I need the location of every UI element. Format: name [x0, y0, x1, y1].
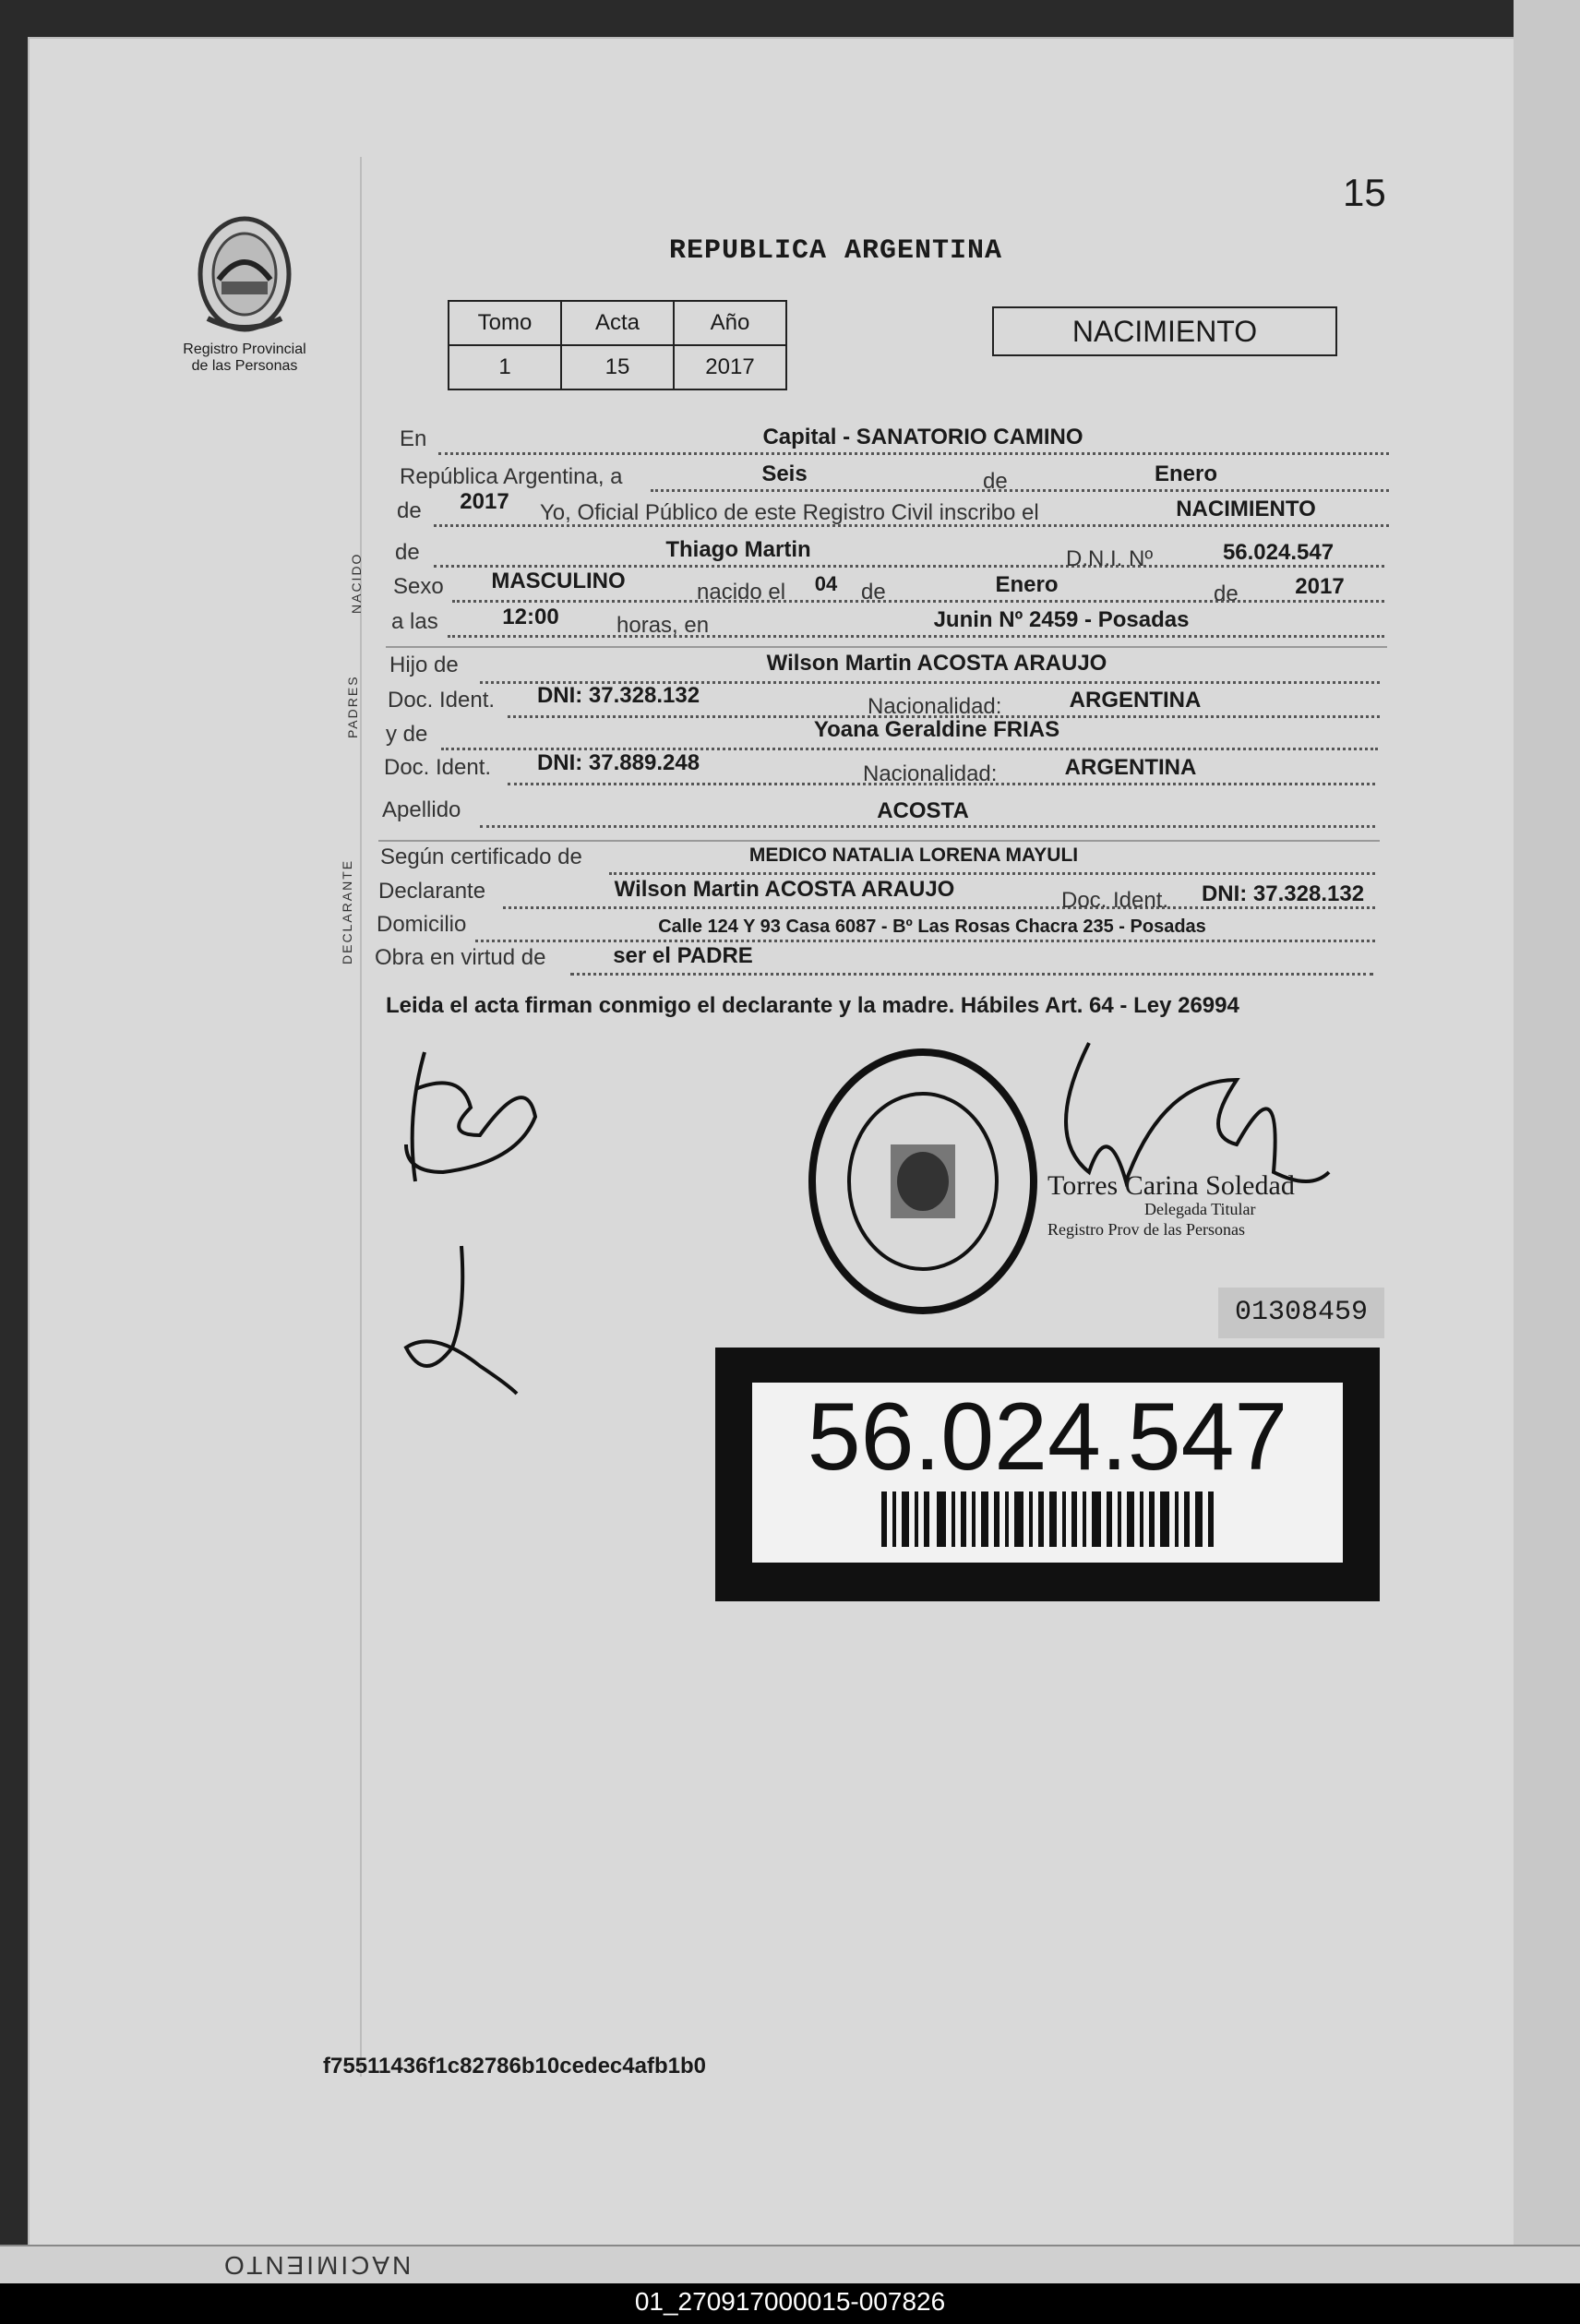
lugar-inscripcion-value: Capital - SANATORIO CAMINO: [762, 425, 1083, 449]
nacido-label: nacido el: [697, 580, 786, 605]
side-label-padres: PADRES: [345, 675, 360, 738]
barcode-label: [752, 1383, 1343, 1563]
de2-label: de: [397, 498, 422, 523]
section-divider: [378, 840, 1380, 842]
hora-value: 12:00: [502, 605, 559, 629]
record-value-tomo: 1: [449, 345, 561, 389]
registry-label-line-2: de las Personas: [191, 358, 298, 374]
barcode-sticker: [715, 1348, 1380, 1601]
dni-label: D.N.I. Nº: [1066, 546, 1154, 571]
dotted-line: [452, 600, 1384, 603]
obra-value: ser el PADRE: [613, 943, 753, 968]
mother-signature: [397, 1237, 545, 1403]
record-header-tomo: Tomo: [449, 301, 561, 345]
record-type-box: NACIMIENTO: [992, 306, 1337, 356]
doc2-label: Doc. Ident.: [384, 755, 492, 780]
dia-value: Seis: [761, 461, 808, 486]
page-edge: [1514, 0, 1580, 2280]
dotted-line: [475, 940, 1375, 942]
padre-value: Wilson Martin ACOSTA ARAUJO: [766, 651, 1107, 676]
dotted-line: [480, 825, 1375, 828]
document-title: REPUBLICA ARGENTINA: [669, 235, 1003, 267]
en-label: En: [400, 426, 427, 451]
margin-line: [360, 157, 362, 2077]
anio-value: 2017: [460, 489, 509, 514]
official-stamp: [803, 1043, 1043, 1320]
registry-label: [166, 341, 323, 375]
de5-label: de: [1214, 581, 1239, 606]
hijo-label: Hijo de: [389, 653, 459, 677]
certificado-value: MEDICO NATALIA LORENA MAYULI: [748, 845, 1079, 866]
certificado-label: Según certificado de: [380, 845, 582, 869]
official-name: Torres Carina Soledad: [1047, 1170, 1295, 1201]
document-hash: f75511436f1c82786b10cedec4afb1b0: [323, 2054, 706, 2078]
doc3-value: DNI: 37.328.132: [1201, 881, 1365, 906]
yde-label: y de: [386, 722, 428, 747]
nacido-dia-value: 04: [814, 572, 838, 595]
dotted-line: [438, 452, 1389, 455]
lugar-nacimiento-value: Junin Nº 2459 - Posadas: [933, 607, 1190, 632]
signature-notice: Leida el acta firman conmigo el declarante y la madre. Hábiles Art. 64 - Ley 26994: [386, 993, 1239, 1018]
nac2-value: ARGENTINA: [1064, 755, 1197, 780]
republica-label: República Argentina, a: [400, 464, 623, 489]
page-number: 15: [1343, 171, 1386, 214]
record-value-acta: 15: [561, 345, 674, 389]
dotted-line: [434, 524, 1389, 527]
de3-label: de: [395, 540, 420, 565]
apellido-value: ACOSTA: [877, 798, 969, 823]
domicilio-label: Domicilio: [377, 912, 467, 937]
sexo-label: Sexo: [393, 574, 444, 599]
nac1-label: Nacionalidad:: [868, 694, 1002, 719]
nacido-anio-value: 2017: [1295, 574, 1345, 599]
side-label-nacido: NACIDO: [349, 552, 364, 614]
alas-label: a las: [391, 609, 438, 634]
madre-value: Yoana Geraldine FRIAS: [813, 717, 1060, 742]
side-label-declarante: DECLARANTE: [340, 858, 354, 964]
apellido-label: Apellido: [382, 797, 461, 822]
record-header-acta: Acta: [561, 301, 674, 345]
registry-label-line-1: Registro Provincial: [183, 341, 306, 357]
mes-value: Enero: [1154, 461, 1217, 486]
dotted-line: [609, 872, 1375, 875]
record-table: [448, 300, 787, 390]
dotted-line: [570, 973, 1373, 976]
record-value-anio: 2017: [674, 345, 786, 389]
dotted-line: [448, 635, 1384, 638]
inscripcion-value: NACIMIENTO: [1176, 497, 1316, 521]
nacido-mes-value: Enero: [995, 572, 1059, 597]
official-role: Delegada Titular: [1144, 1200, 1256, 1218]
section-divider: [386, 646, 1387, 648]
oficial-text: Yo, Oficial Público de este Registro Civil inscribo el: [540, 500, 1039, 525]
nac2-label: Nacionalidad:: [863, 761, 998, 786]
declarante-value: Wilson Martin ACOSTA ARAUJO: [614, 877, 955, 902]
nombre-value: Thiago Martin: [665, 537, 811, 562]
misiones-coat-of-arms-logo: [180, 208, 309, 337]
de4-label: de: [861, 580, 886, 605]
de-label: de: [983, 469, 1008, 494]
declarante-label: Declarante: [378, 879, 486, 904]
official-office: Registro Prov de las Personas: [1047, 1220, 1245, 1239]
barcode-bars: [881, 1491, 1214, 1547]
doc1-value: DNI: 37.328.132: [536, 683, 700, 708]
dotted-line: [651, 489, 1389, 492]
doc3-label: Doc. Ident.: [1061, 888, 1169, 913]
barcode-number: 56.024.547: [807, 1384, 1288, 1491]
obra-label: Obra en virtud de: [375, 945, 546, 970]
declarant-signature: [388, 1034, 572, 1200]
doc2-value: DNI: 37.889.248: [536, 750, 700, 775]
doc1-label: Doc. Ident.: [388, 688, 496, 713]
record-header-anio: Año: [674, 301, 786, 345]
dni-value: 56.024.547: [1222, 540, 1335, 565]
image-caption: 01_270917000015-007826: [634, 2287, 946, 2316]
footer-reversed-text: NACIMIENTO: [221, 2251, 412, 2280]
domicilio-value: Calle 124 Y 93 Casa 6087 - Bº Las Rosas Chacra 235 - Posadas: [658, 916, 1206, 937]
sexo-value: MASCULINO: [491, 569, 626, 593]
nac1-value: ARGENTINA: [1069, 688, 1202, 713]
control-number: 01308459: [1218, 1288, 1384, 1338]
horas-label: horas, en: [616, 613, 710, 638]
